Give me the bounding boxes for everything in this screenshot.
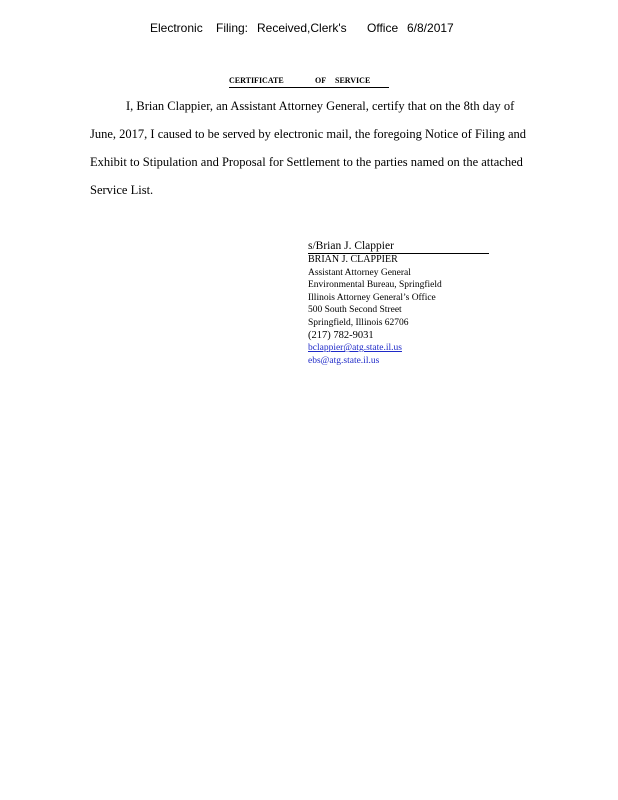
header-word-electronic: Electronic bbox=[150, 21, 203, 35]
signer-bureau: Environmental Bureau, Springfield bbox=[308, 280, 442, 291]
signer-phone: (217) 782-9031 bbox=[308, 329, 374, 341]
cert-title-word-of: OF bbox=[315, 76, 327, 85]
cert-title-word-certificate: CERTIFICATE bbox=[229, 76, 284, 85]
certification-paragraph-line-3: Exhibit to Stipulation and Proposal for Settlement to the parties named on the attached bbox=[90, 155, 523, 169]
bureau-email-link[interactable]: ebs@atg.state.il.us bbox=[308, 355, 380, 366]
signature-line: s/Brian J. Clappier bbox=[308, 240, 489, 254]
signer-city-state-zip: Springfield, Illinois 62706 bbox=[308, 317, 409, 328]
certification-paragraph-line-2: June, 2017, I caused to be served by electronic mail, the foregoing Notice of Filing and bbox=[90, 127, 526, 141]
signature-block bbox=[308, 240, 508, 367]
cert-title-word-service: SERVICE bbox=[335, 76, 371, 85]
signer-title: Assistant Attorney General bbox=[308, 267, 411, 278]
certification-paragraph-line-4: Service List. bbox=[90, 183, 154, 197]
signer-street-address: 500 South Second Street bbox=[308, 305, 402, 316]
certification-paragraph-line-1: I, Brian Clappier, an Assistant Attorney General, certify that on the 8th day of bbox=[126, 99, 515, 113]
header-word-received-clerks: Received,Clerk's bbox=[257, 21, 347, 35]
signer-office: Illinois Attorney General’s Office bbox=[308, 292, 436, 303]
header-word-filing: Filing: bbox=[216, 21, 249, 35]
signer-email-link[interactable]: bclappier@atg.state.il.us bbox=[308, 343, 402, 354]
signer-name: BRIAN J. CLAPPIER bbox=[308, 254, 398, 265]
header-filing-date: 6/8/2017 bbox=[407, 21, 454, 35]
header-word-office: Office bbox=[367, 21, 399, 35]
certificate-of-service-title bbox=[229, 75, 389, 88]
